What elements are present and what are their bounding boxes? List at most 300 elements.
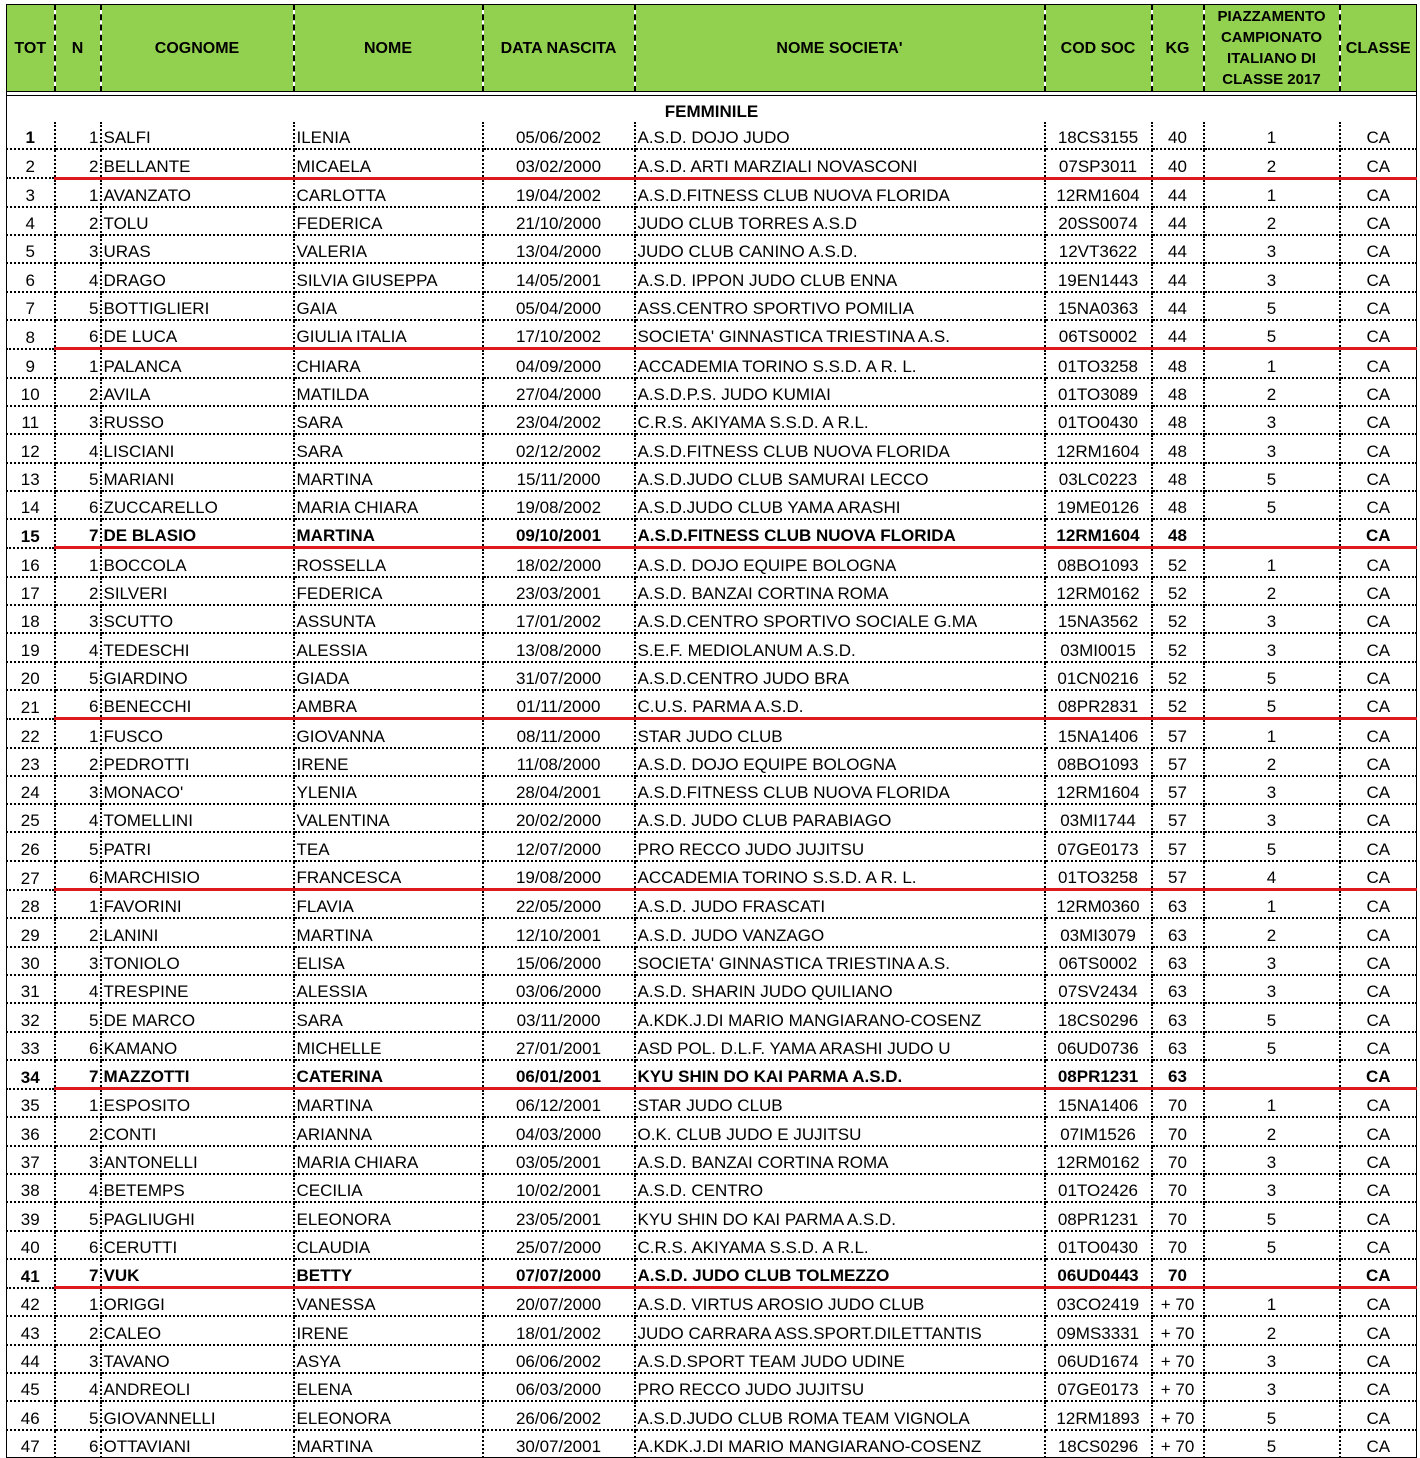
cell-kg[interactable]: 44 <box>1152 207 1204 235</box>
cell-n[interactable]: 5 <box>55 463 101 491</box>
cell-piazzamento[interactable]: 2 <box>1204 378 1340 406</box>
cell-nome[interactable]: ASSUNTA <box>294 605 483 633</box>
cell-piazzamento[interactable]: 3 <box>1204 804 1340 832</box>
cell-tot[interactable]: 19 <box>7 633 55 661</box>
cell-data-nascita[interactable]: 07/07/2000 <box>483 1259 635 1288</box>
cell-nome[interactable]: VANESSA <box>294 1288 483 1317</box>
cell-data-nascita[interactable]: 23/03/2001 <box>483 577 635 605</box>
cell-data-nascita[interactable]: 13/04/2000 <box>483 235 635 263</box>
cell-data-nascita[interactable]: 19/08/2002 <box>483 491 635 519</box>
cell-tot[interactable]: 39 <box>7 1202 55 1230</box>
cell-societa[interactable]: ACCADEMIA TORINO S.S.D. A R. L. <box>635 349 1045 378</box>
cell-data-nascita[interactable]: 03/05/2001 <box>483 1146 635 1174</box>
cell-classe[interactable]: CA <box>1340 804 1417 832</box>
cell-nome[interactable]: CHIARA <box>294 349 483 378</box>
cell-n[interactable]: 2 <box>55 918 101 946</box>
cell-nome[interactable]: GIADA <box>294 662 483 690</box>
header-n[interactable]: N <box>55 5 101 92</box>
cell-kg[interactable]: + 70 <box>1152 1373 1204 1401</box>
cell-n[interactable]: 1 <box>55 178 101 207</box>
cell-kg[interactable]: 57 <box>1152 804 1204 832</box>
cell-cod-soc[interactable]: 08PR1231 <box>1045 1202 1152 1230</box>
cell-tot[interactable]: 26 <box>7 832 55 860</box>
cell-tot[interactable]: 34 <box>7 1060 55 1089</box>
cell-cod-soc[interactable]: 08BO1093 <box>1045 748 1152 776</box>
cell-data-nascita[interactable]: 20/02/2000 <box>483 804 635 832</box>
cell-kg[interactable]: 44 <box>1152 320 1204 349</box>
cell-tot[interactable]: 13 <box>7 463 55 491</box>
cell-data-nascita[interactable]: 05/04/2000 <box>483 292 635 320</box>
cell-piazzamento[interactable]: 3 <box>1204 1146 1340 1174</box>
cell-cod-soc[interactable]: 15NA1406 <box>1045 1089 1152 1118</box>
cell-tot[interactable]: 31 <box>7 975 55 1003</box>
cell-classe[interactable]: CA <box>1340 1089 1417 1118</box>
cell-nome[interactable]: ELEONORA <box>294 1202 483 1230</box>
cell-cod-soc[interactable]: 07GE0173 <box>1045 832 1152 860</box>
cell-societa[interactable]: A.S.D.JUDO CLUB SAMURAI LECCO <box>635 463 1045 491</box>
cell-tot[interactable]: 6 <box>7 263 55 291</box>
cell-nome[interactable]: GIULIA ITALIA <box>294 320 483 349</box>
cell-societa[interactable]: ACCADEMIA TORINO S.S.D. A R. L. <box>635 861 1045 890</box>
cell-cognome[interactable]: MAZZOTTI <box>101 1060 294 1089</box>
cell-nome[interactable]: TEA <box>294 832 483 860</box>
cell-societa[interactable]: C.R.S. AKIYAMA S.S.D. A R.L. <box>635 1231 1045 1259</box>
cell-kg[interactable]: 52 <box>1152 633 1204 661</box>
cell-societa[interactable]: A.S.D. JUDO FRASCATI <box>635 890 1045 919</box>
cell-data-nascita[interactable]: 27/04/2000 <box>483 378 635 406</box>
cell-cognome[interactable]: TEDESCHI <box>101 633 294 661</box>
cell-cognome[interactable]: FUSCO <box>101 719 294 748</box>
cell-classe[interactable]: CA <box>1340 861 1417 890</box>
cell-cod-soc[interactable]: 19ME0126 <box>1045 491 1152 519</box>
cell-nome[interactable]: AMBRA <box>294 690 483 719</box>
cell-data-nascita[interactable]: 23/04/2002 <box>483 406 635 434</box>
header-classe[interactable]: CLASSE <box>1340 5 1417 92</box>
cell-data-nascita[interactable]: 01/11/2000 <box>483 690 635 719</box>
cell-classe[interactable]: CA <box>1340 1401 1417 1429</box>
cell-nome[interactable]: MARIA CHIARA <box>294 1146 483 1174</box>
cell-data-nascita[interactable]: 26/06/2002 <box>483 1401 635 1429</box>
cell-tot[interactable]: 45 <box>7 1373 55 1401</box>
cell-societa[interactable]: A.S.D.FITNESS CLUB NUOVA FLORIDA <box>635 519 1045 548</box>
cell-n[interactable]: 5 <box>55 1202 101 1230</box>
cell-kg[interactable]: 70 <box>1152 1089 1204 1118</box>
cell-kg[interactable]: 63 <box>1152 918 1204 946</box>
cell-nome[interactable]: FEDERICA <box>294 207 483 235</box>
cell-societa[interactable]: A.S.D. JUDO CLUB PARABIAGO <box>635 804 1045 832</box>
cell-cognome[interactable]: ORIGGI <box>101 1288 294 1317</box>
cell-tot[interactable]: 38 <box>7 1174 55 1202</box>
cell-nome[interactable]: SARA <box>294 406 483 434</box>
cell-piazzamento[interactable]: 5 <box>1204 320 1340 349</box>
cell-cognome[interactable]: TRESPINE <box>101 975 294 1003</box>
cell-tot[interactable]: 35 <box>7 1089 55 1118</box>
cell-cognome[interactable]: PATRI <box>101 832 294 860</box>
cell-societa[interactable]: JUDO CLUB CANINO A.S.D. <box>635 235 1045 263</box>
cell-data-nascita[interactable]: 12/10/2001 <box>483 918 635 946</box>
cell-societa[interactable]: A.S.D.CENTRO JUDO BRA <box>635 662 1045 690</box>
cell-n[interactable]: 2 <box>55 1117 101 1145</box>
cell-data-nascita[interactable]: 08/11/2000 <box>483 719 635 748</box>
cell-nome[interactable]: GAIA <box>294 292 483 320</box>
cell-n[interactable]: 3 <box>55 1146 101 1174</box>
cell-piazzamento[interactable]: 2 <box>1204 748 1340 776</box>
cell-nome[interactable]: VALERIA <box>294 235 483 263</box>
cell-tot[interactable]: 18 <box>7 605 55 633</box>
cell-cognome[interactable]: TOLU <box>101 207 294 235</box>
cell-data-nascita[interactable]: 19/04/2002 <box>483 178 635 207</box>
cell-data-nascita[interactable]: 20/07/2000 <box>483 1288 635 1317</box>
cell-kg[interactable]: 63 <box>1152 890 1204 919</box>
cell-nome[interactable]: ALESSIA <box>294 633 483 661</box>
cell-nome[interactable]: CLAUDIA <box>294 1231 483 1259</box>
cell-classe[interactable]: CA <box>1340 122 1417 149</box>
cell-tot[interactable]: 10 <box>7 378 55 406</box>
cell-nome[interactable]: YLENIA <box>294 776 483 804</box>
cell-cod-soc[interactable]: 12RM1604 <box>1045 776 1152 804</box>
cell-nome[interactable]: GIOVANNA <box>294 719 483 748</box>
cell-societa[interactable]: A.S.D. JUDO CLUB TOLMEZZO <box>635 1259 1045 1288</box>
cell-n[interactable]: 6 <box>55 491 101 519</box>
cell-cognome[interactable]: LISCIANI <box>101 434 294 462</box>
cell-classe[interactable]: CA <box>1340 519 1417 548</box>
cell-n[interactable]: 6 <box>55 1231 101 1259</box>
cell-data-nascita[interactable]: 18/01/2002 <box>483 1316 635 1344</box>
cell-classe[interactable]: CA <box>1340 1430 1417 1458</box>
cell-data-nascita[interactable]: 14/05/2001 <box>483 263 635 291</box>
cell-n[interactable]: 5 <box>55 662 101 690</box>
cell-cod-soc[interactable]: 06TS0002 <box>1045 947 1152 975</box>
cell-tot[interactable]: 37 <box>7 1146 55 1174</box>
cell-classe[interactable]: CA <box>1340 406 1417 434</box>
cell-piazzamento[interactable]: 5 <box>1204 832 1340 860</box>
cell-kg[interactable]: 57 <box>1152 719 1204 748</box>
cell-tot[interactable]: 16 <box>7 548 55 577</box>
cell-kg[interactable]: 70 <box>1152 1146 1204 1174</box>
cell-data-nascita[interactable]: 15/06/2000 <box>483 947 635 975</box>
cell-cognome[interactable]: SILVERI <box>101 577 294 605</box>
cell-kg[interactable]: 48 <box>1152 519 1204 548</box>
cell-kg[interactable]: 52 <box>1152 662 1204 690</box>
cell-classe[interactable]: CA <box>1340 1259 1417 1288</box>
cell-cognome[interactable]: BENECCHI <box>101 690 294 719</box>
cell-piazzamento[interactable] <box>1204 1060 1340 1089</box>
cell-societa[interactable]: A.S.D. DOJO EQUIPE BOLOGNA <box>635 748 1045 776</box>
cell-kg[interactable]: 63 <box>1152 1060 1204 1089</box>
cell-classe[interactable]: CA <box>1340 918 1417 946</box>
cell-classe[interactable]: CA <box>1340 263 1417 291</box>
header-data-nascita[interactable]: DATA NASCITA <box>483 5 635 92</box>
cell-nome[interactable]: SARA <box>294 1003 483 1031</box>
cell-cognome[interactable]: BELLANTE <box>101 149 294 178</box>
cell-societa[interactable]: A.S.D. DOJO EQUIPE BOLOGNA <box>635 548 1045 577</box>
cell-classe[interactable]: CA <box>1340 1146 1417 1174</box>
cell-cod-soc[interactable]: 15NA3562 <box>1045 605 1152 633</box>
cell-data-nascita[interactable]: 22/05/2000 <box>483 890 635 919</box>
cell-piazzamento[interactable]: 3 <box>1204 633 1340 661</box>
cell-classe[interactable]: CA <box>1340 1316 1417 1344</box>
cell-piazzamento[interactable]: 3 <box>1204 1345 1340 1373</box>
cell-nome[interactable]: MICAELA <box>294 149 483 178</box>
cell-kg[interactable]: 40 <box>1152 149 1204 178</box>
cell-n[interactable]: 3 <box>55 406 101 434</box>
cell-data-nascita[interactable]: 03/06/2000 <box>483 975 635 1003</box>
cell-piazzamento[interactable]: 4 <box>1204 861 1340 890</box>
cell-data-nascita[interactable]: 02/12/2002 <box>483 434 635 462</box>
cell-data-nascita[interactable]: 06/01/2001 <box>483 1060 635 1089</box>
cell-kg[interactable]: 63 <box>1152 975 1204 1003</box>
cell-societa[interactable]: JUDO CARRARA ASS.SPORT.DILETTANTIS <box>635 1316 1045 1344</box>
cell-n[interactable]: 4 <box>55 434 101 462</box>
cell-societa[interactable]: C.R.S. AKIYAMA S.S.D. A R.L. <box>635 406 1045 434</box>
cell-cod-soc[interactable]: 18CS0296 <box>1045 1430 1152 1458</box>
cell-societa[interactable]: O.K. CLUB JUDO E JUJITSU <box>635 1117 1045 1145</box>
cell-cod-soc[interactable]: 15NA0363 <box>1045 292 1152 320</box>
cell-tot[interactable]: 12 <box>7 434 55 462</box>
cell-data-nascita[interactable]: 04/03/2000 <box>483 1117 635 1145</box>
cell-classe[interactable]: CA <box>1340 320 1417 349</box>
cell-cod-soc[interactable]: 01TO3258 <box>1045 349 1152 378</box>
cell-piazzamento[interactable]: 5 <box>1204 1430 1340 1458</box>
cell-cognome[interactable]: TAVANO <box>101 1345 294 1373</box>
cell-classe[interactable]: CA <box>1340 378 1417 406</box>
cell-n[interactable]: 5 <box>55 1003 101 1031</box>
cell-data-nascita[interactable]: 15/11/2000 <box>483 463 635 491</box>
cell-cod-soc[interactable]: 01TO2426 <box>1045 1174 1152 1202</box>
cell-data-nascita[interactable]: 03/02/2000 <box>483 149 635 178</box>
cell-cod-soc[interactable]: 03LC0223 <box>1045 463 1152 491</box>
cell-kg[interactable]: 48 <box>1152 349 1204 378</box>
cell-classe[interactable]: CA <box>1340 605 1417 633</box>
cell-societa[interactable]: A.S.D. BANZAI CORTINA ROMA <box>635 577 1045 605</box>
cell-n[interactable]: 4 <box>55 975 101 1003</box>
cell-cognome[interactable]: DE BLASIO <box>101 519 294 548</box>
cell-nome[interactable]: SARA <box>294 434 483 462</box>
cell-societa[interactable]: C.U.S. PARMA A.S.D. <box>635 690 1045 719</box>
cell-kg[interactable]: 70 <box>1152 1259 1204 1288</box>
cell-kg[interactable]: 52 <box>1152 605 1204 633</box>
cell-cod-soc[interactable]: 08PR2831 <box>1045 690 1152 719</box>
cell-piazzamento[interactable]: 1 <box>1204 178 1340 207</box>
cell-societa[interactable]: A.S.D.SPORT TEAM JUDO UDINE <box>635 1345 1045 1373</box>
cell-piazzamento[interactable]: 5 <box>1204 1401 1340 1429</box>
cell-classe[interactable]: CA <box>1340 207 1417 235</box>
cell-nome[interactable]: FLAVIA <box>294 890 483 919</box>
cell-cod-soc[interactable]: 07SP3011 <box>1045 149 1152 178</box>
cell-n[interactable]: 4 <box>55 1174 101 1202</box>
cell-n[interactable]: 5 <box>55 1401 101 1429</box>
cell-tot[interactable]: 47 <box>7 1430 55 1458</box>
cell-piazzamento[interactable]: 5 <box>1204 1032 1340 1060</box>
cell-kg[interactable]: 57 <box>1152 748 1204 776</box>
header-kg[interactable]: KG <box>1152 5 1204 92</box>
cell-piazzamento[interactable]: 3 <box>1204 434 1340 462</box>
cell-tot[interactable]: 36 <box>7 1117 55 1145</box>
cell-cognome[interactable]: ANDREOLI <box>101 1373 294 1401</box>
cell-cod-soc[interactable]: 12RM1604 <box>1045 434 1152 462</box>
cell-classe[interactable]: CA <box>1340 178 1417 207</box>
cell-cod-soc[interactable]: 12RM1893 <box>1045 1401 1152 1429</box>
cell-cod-soc[interactable]: 01TO0430 <box>1045 406 1152 434</box>
cell-cognome[interactable]: ZUCCARELLO <box>101 491 294 519</box>
cell-classe[interactable]: CA <box>1340 748 1417 776</box>
cell-kg[interactable]: 48 <box>1152 463 1204 491</box>
cell-cod-soc[interactable]: 01CN0216 <box>1045 662 1152 690</box>
cell-cod-soc[interactable]: 18CS3155 <box>1045 122 1152 149</box>
cell-tot[interactable]: 7 <box>7 292 55 320</box>
cell-kg[interactable]: 52 <box>1152 690 1204 719</box>
cell-societa[interactable]: STAR JUDO CLUB <box>635 719 1045 748</box>
cell-societa[interactable]: A.S.D. VIRTUS AROSIO JUDO CLUB <box>635 1288 1045 1317</box>
cell-data-nascita[interactable]: 21/10/2000 <box>483 207 635 235</box>
cell-n[interactable]: 4 <box>55 1373 101 1401</box>
cell-data-nascita[interactable]: 23/05/2001 <box>483 1202 635 1230</box>
cell-cognome[interactable]: VUK <box>101 1259 294 1288</box>
cell-data-nascita[interactable]: 06/12/2001 <box>483 1089 635 1118</box>
cell-tot[interactable]: 2 <box>7 149 55 178</box>
cell-cognome[interactable]: SCUTTO <box>101 605 294 633</box>
cell-data-nascita[interactable]: 04/09/2000 <box>483 349 635 378</box>
cell-societa[interactable]: A.S.D.FITNESS CLUB NUOVA FLORIDA <box>635 434 1045 462</box>
cell-societa[interactable]: S.E.F. MEDIOLANUM A.S.D. <box>635 633 1045 661</box>
cell-societa[interactable]: SOCIETA' GINNASTICA TRIESTINA A.S. <box>635 320 1045 349</box>
cell-n[interactable]: 1 <box>55 1288 101 1317</box>
cell-nome[interactable]: IRENE <box>294 748 483 776</box>
cell-tot[interactable]: 9 <box>7 349 55 378</box>
cell-kg[interactable]: 52 <box>1152 577 1204 605</box>
cell-nome[interactable]: ARIANNA <box>294 1117 483 1145</box>
cell-cognome[interactable]: DE LUCA <box>101 320 294 349</box>
cell-tot[interactable]: 28 <box>7 890 55 919</box>
cell-n[interactable]: 6 <box>55 690 101 719</box>
cell-classe[interactable]: CA <box>1340 434 1417 462</box>
cell-cod-soc[interactable]: 07SV2434 <box>1045 975 1152 1003</box>
cell-n[interactable]: 4 <box>55 263 101 291</box>
cell-kg[interactable]: 70 <box>1152 1117 1204 1145</box>
cell-data-nascita[interactable]: 31/07/2000 <box>483 662 635 690</box>
cell-tot[interactable]: 21 <box>7 690 55 719</box>
cell-kg[interactable]: 48 <box>1152 406 1204 434</box>
cell-societa[interactable]: A.KDK.J.DI MARIO MANGIARANO-COSENZ <box>635 1003 1045 1031</box>
cell-piazzamento[interactable]: 1 <box>1204 719 1340 748</box>
cell-cod-soc[interactable]: 08PR1231 <box>1045 1060 1152 1089</box>
cell-piazzamento[interactable]: 3 <box>1204 1373 1340 1401</box>
cell-cognome[interactable]: FAVORINI <box>101 890 294 919</box>
cell-nome[interactable]: IRENE <box>294 1316 483 1344</box>
cell-data-nascita[interactable]: 06/03/2000 <box>483 1373 635 1401</box>
cell-tot[interactable]: 4 <box>7 207 55 235</box>
cell-societa[interactable]: A.S.D. JUDO VANZAGO <box>635 918 1045 946</box>
cell-cod-soc[interactable]: 12VT3622 <box>1045 235 1152 263</box>
cell-nome[interactable]: FEDERICA <box>294 577 483 605</box>
cell-nome[interactable]: MARTINA <box>294 463 483 491</box>
cell-tot[interactable]: 15 <box>7 519 55 548</box>
cell-nome[interactable]: ILENIA <box>294 122 483 149</box>
cell-kg[interactable]: 48 <box>1152 434 1204 462</box>
cell-n[interactable]: 2 <box>55 577 101 605</box>
cell-cognome[interactable]: GIARDINO <box>101 662 294 690</box>
cell-n[interactable]: 3 <box>55 1345 101 1373</box>
cell-classe[interactable]: CA <box>1340 890 1417 919</box>
cell-piazzamento[interactable]: 2 <box>1204 207 1340 235</box>
cell-cognome[interactable]: DE MARCO <box>101 1003 294 1031</box>
cell-piazzamento[interactable]: 3 <box>1204 975 1340 1003</box>
cell-classe[interactable]: CA <box>1340 491 1417 519</box>
cell-cod-soc[interactable]: 12RM0360 <box>1045 890 1152 919</box>
header-cod-soc[interactable]: COD SOC <box>1045 5 1152 92</box>
cell-classe[interactable]: CA <box>1340 1288 1417 1317</box>
cell-nome[interactable]: ELENA <box>294 1373 483 1401</box>
cell-societa[interactable]: JUDO CLUB TORRES A.S.D <box>635 207 1045 235</box>
cell-tot[interactable]: 40 <box>7 1231 55 1259</box>
cell-piazzamento[interactable]: 5 <box>1204 1003 1340 1031</box>
cell-n[interactable]: 2 <box>55 149 101 178</box>
cell-cognome[interactable]: ESPOSITO <box>101 1089 294 1118</box>
cell-piazzamento[interactable]: 1 <box>1204 890 1340 919</box>
cell-societa[interactable]: A.S.D.P.S. JUDO KUMIAI <box>635 378 1045 406</box>
cell-nome[interactable]: ASYA <box>294 1345 483 1373</box>
cell-classe[interactable]: CA <box>1340 548 1417 577</box>
cell-nome[interactable]: MICHELLE <box>294 1032 483 1060</box>
cell-data-nascita[interactable]: 28/04/2001 <box>483 776 635 804</box>
cell-n[interactable]: 5 <box>55 292 101 320</box>
cell-cognome[interactable]: TONIOLO <box>101 947 294 975</box>
cell-nome[interactable]: MARTINA <box>294 1430 483 1458</box>
cell-classe[interactable]: CA <box>1340 1202 1417 1230</box>
cell-tot[interactable]: 42 <box>7 1288 55 1317</box>
cell-classe[interactable]: CA <box>1340 292 1417 320</box>
cell-piazzamento[interactable] <box>1204 519 1340 548</box>
cell-classe[interactable]: CA <box>1340 719 1417 748</box>
cell-nome[interactable]: CECILIA <box>294 1174 483 1202</box>
cell-kg[interactable]: 63 <box>1152 1032 1204 1060</box>
cell-classe[interactable]: CA <box>1340 235 1417 263</box>
cell-societa[interactable]: A.S.D. IPPON JUDO CLUB ENNA <box>635 263 1045 291</box>
cell-nome[interactable]: CARLOTTA <box>294 178 483 207</box>
cell-piazzamento[interactable]: 5 <box>1204 690 1340 719</box>
cell-kg[interactable]: + 70 <box>1152 1316 1204 1344</box>
cell-tot[interactable]: 3 <box>7 178 55 207</box>
cell-societa[interactable]: PRO RECCO JUDO JUJITSU <box>635 1373 1045 1401</box>
cell-piazzamento[interactable]: 3 <box>1204 947 1340 975</box>
cell-classe[interactable]: CA <box>1340 1373 1417 1401</box>
cell-classe[interactable]: CA <box>1340 690 1417 719</box>
cell-n[interactable]: 3 <box>55 235 101 263</box>
cell-cognome[interactable]: RUSSO <box>101 406 294 434</box>
cell-piazzamento[interactable]: 5 <box>1204 1202 1340 1230</box>
cell-cognome[interactable]: URAS <box>101 235 294 263</box>
cell-cod-soc[interactable]: 06TS0002 <box>1045 320 1152 349</box>
cell-tot[interactable]: 11 <box>7 406 55 434</box>
cell-tot[interactable]: 24 <box>7 776 55 804</box>
cell-data-nascita[interactable]: 11/08/2000 <box>483 748 635 776</box>
cell-cognome[interactable]: AVILA <box>101 378 294 406</box>
cell-kg[interactable]: + 70 <box>1152 1430 1204 1458</box>
cell-societa[interactable]: A.S.D. DOJO JUDO <box>635 122 1045 149</box>
cell-societa[interactable]: ASS.CENTRO SPORTIVO POMILIA <box>635 292 1045 320</box>
cell-kg[interactable]: 70 <box>1152 1231 1204 1259</box>
cell-cod-soc[interactable]: 12RM0162 <box>1045 1146 1152 1174</box>
cell-n[interactable]: 7 <box>55 519 101 548</box>
cell-n[interactable]: 2 <box>55 1316 101 1344</box>
cell-nome[interactable]: FRANCESCA <box>294 861 483 890</box>
cell-cognome[interactable]: KAMANO <box>101 1032 294 1060</box>
cell-tot[interactable]: 20 <box>7 662 55 690</box>
cell-cod-soc[interactable]: 07GE0173 <box>1045 1373 1152 1401</box>
cell-nome[interactable]: ROSSELLA <box>294 548 483 577</box>
cell-piazzamento[interactable]: 2 <box>1204 918 1340 946</box>
cell-tot[interactable]: 30 <box>7 947 55 975</box>
